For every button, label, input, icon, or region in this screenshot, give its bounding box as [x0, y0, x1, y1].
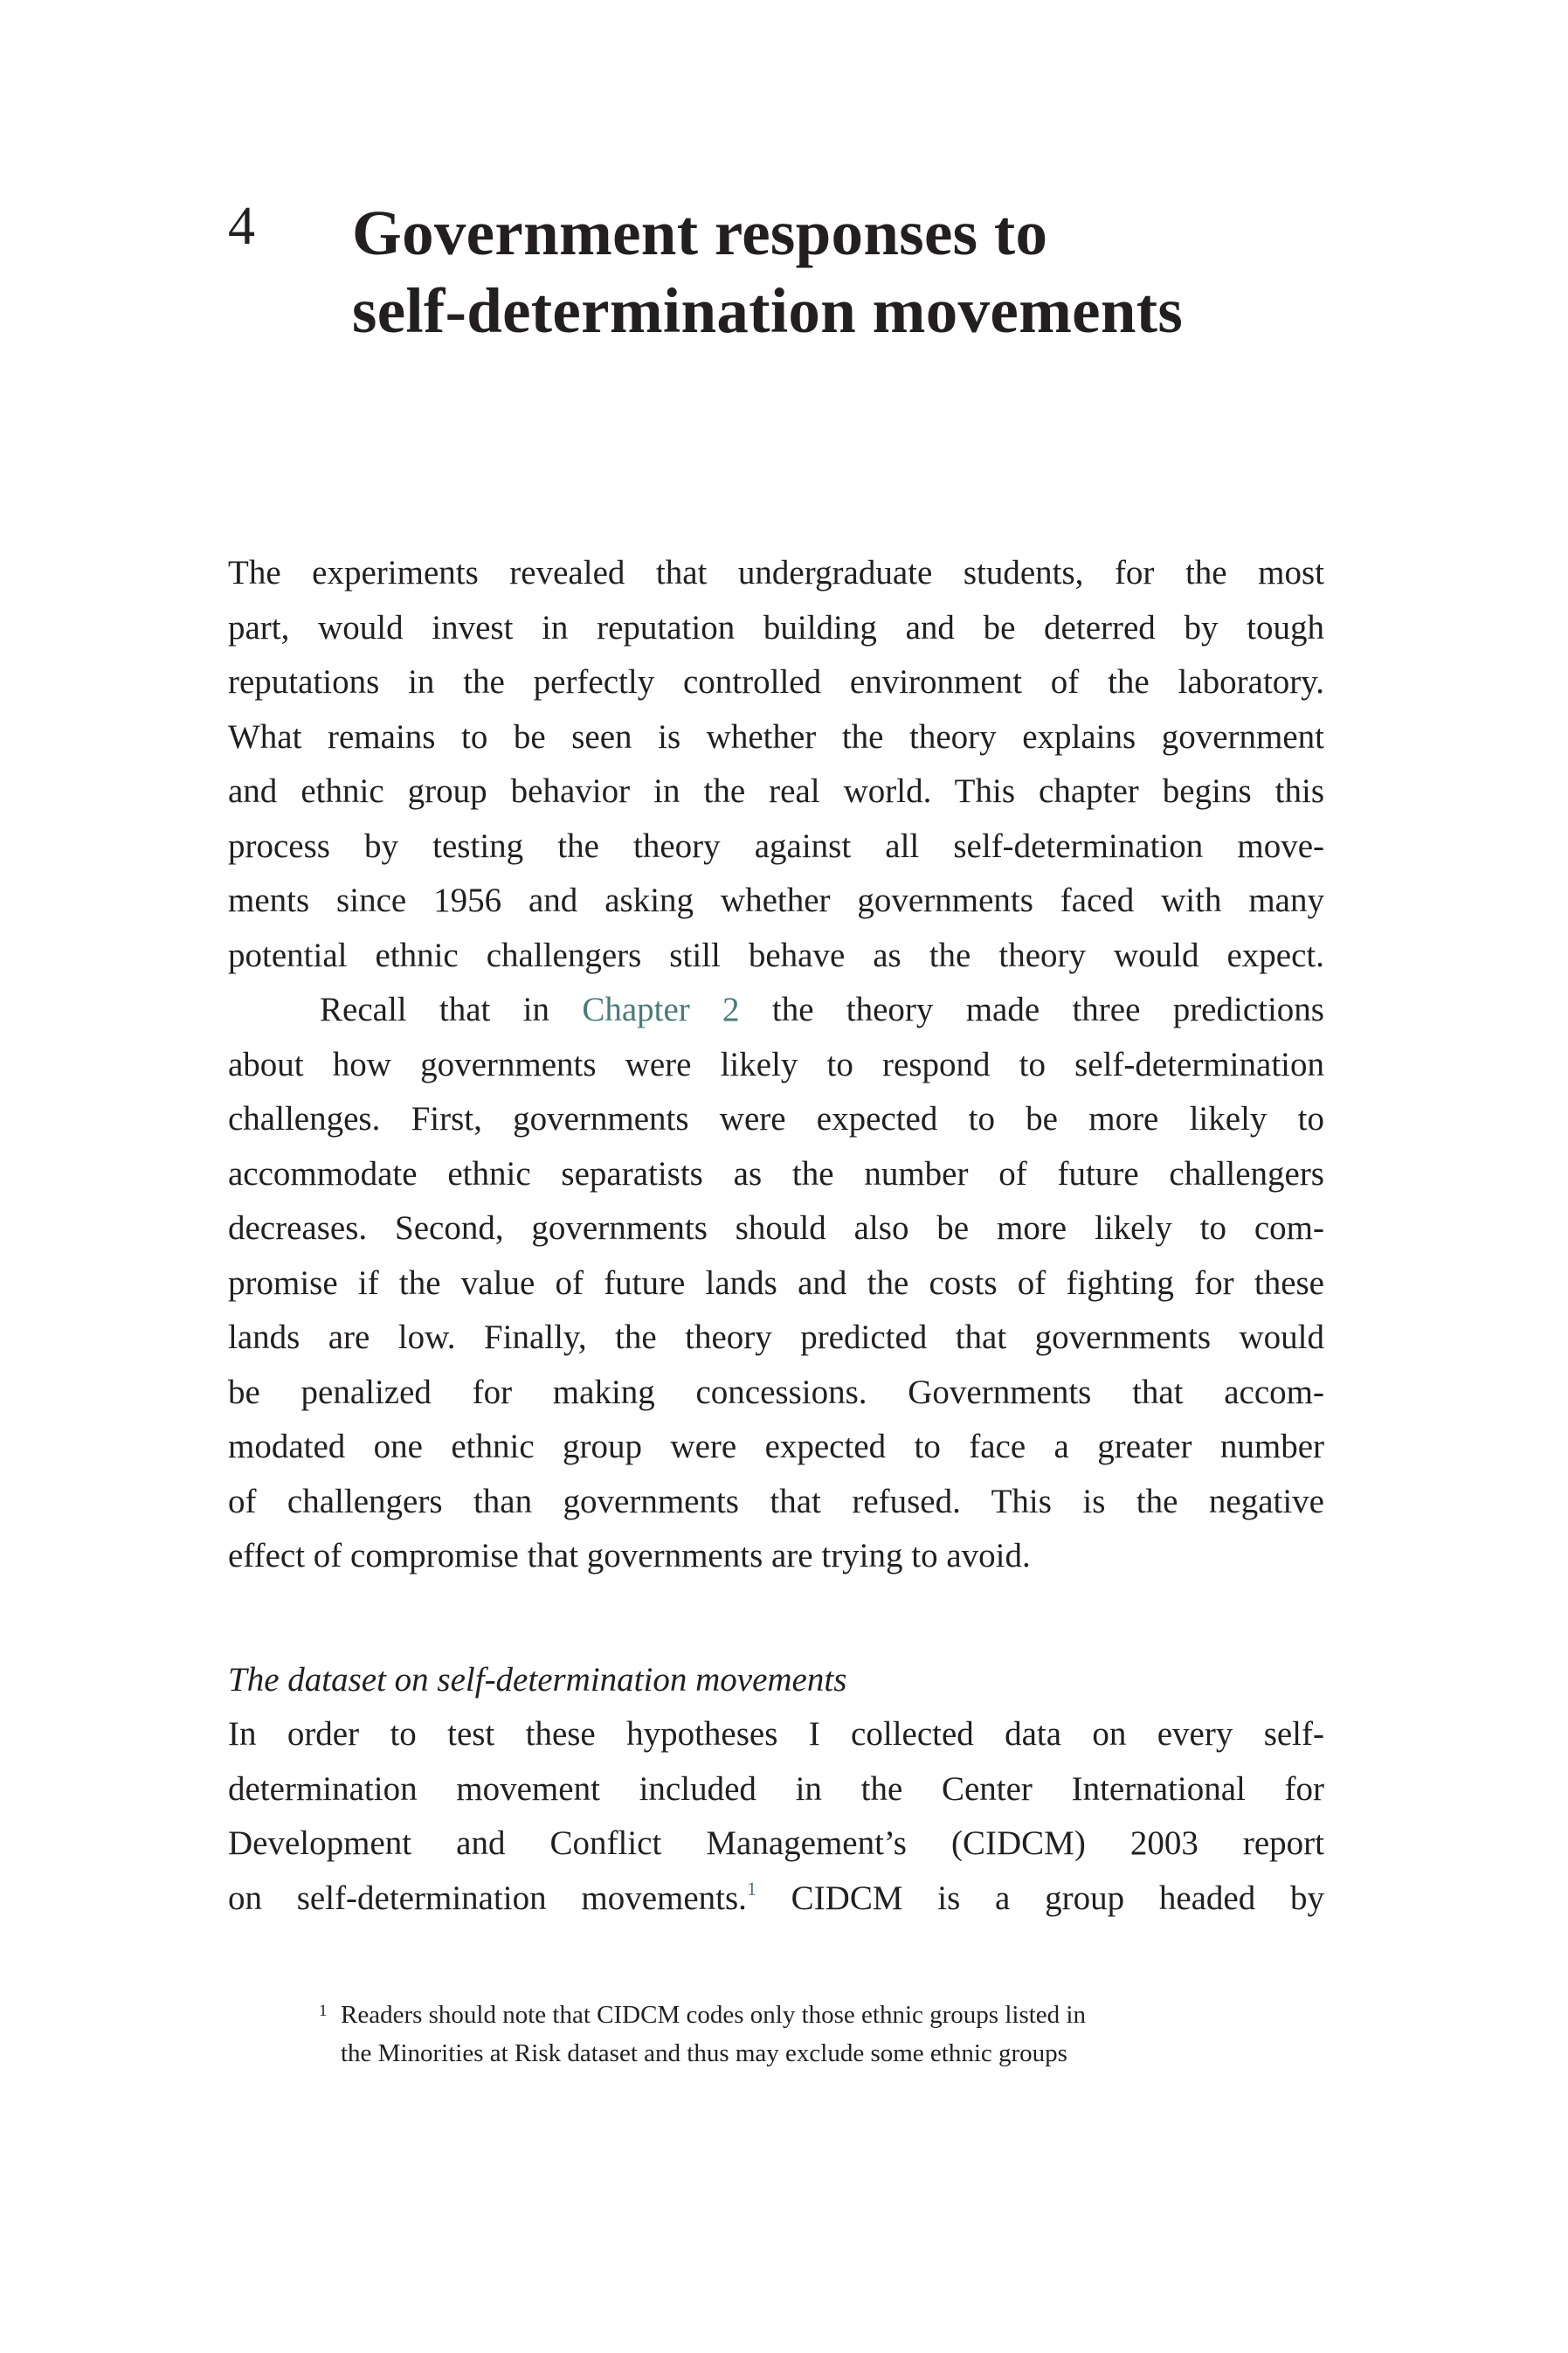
text-line: part, would invest in reputation building and be deterred by tough — [228, 608, 1324, 647]
text-line: about how governments were likely to respond to self-determination — [228, 1045, 1324, 1083]
text-line: potential ethnic challengers still behave as the theory would expect. — [228, 936, 1324, 974]
chapter-title-line: Government responses to — [352, 197, 1048, 268]
chapter-title-line: self-determination movements — [352, 275, 1184, 346]
text-line: reputations in the perfectly controlled environment of the laboratory. — [228, 663, 1324, 701]
text-fragment: on self-determination movements. — [228, 1879, 747, 1917]
footnote-text — [341, 1996, 1236, 2073]
text-line: promise if the value of future lands and the costs of fighting for these — [228, 1263, 1324, 1302]
section-heading: The dataset on self-determination movements — [228, 1661, 847, 1699]
text-line: lands are low. Finally, the theory predicted that governments would — [228, 1318, 1324, 1356]
text-fragment: CIDCM is a group headed by — [756, 1879, 1324, 1917]
text-line: accommodate ethnic separatists as the number of future challengers — [228, 1154, 1324, 1193]
footnote-line: the Minorities at Risk dataset and thus may exclude some ethnic groups — [341, 2039, 1067, 2067]
text-line: What remains to be seen is whether the theory explains government — [228, 717, 1324, 756]
footnote — [319, 1996, 1236, 2073]
chapter-number: 4 — [228, 197, 255, 256]
paragraph-1 — [228, 546, 1324, 983]
paragraph-3 — [228, 1707, 1324, 1926]
text-line: determination movement included in the Center International for — [228, 1769, 1324, 1808]
chapter-2-link[interactable]: Chapter 2 — [582, 991, 740, 1028]
text-line — [228, 983, 1324, 1038]
text-line: be penalized for making concessions. Governments that accom- — [228, 1373, 1324, 1411]
text-fragment: the theory made three predictions — [739, 991, 1324, 1028]
text-line — [228, 1872, 1324, 1927]
text-line: and ethnic group behavior in the real world. This chapter begins this — [228, 772, 1324, 810]
text-line: modated one ethnic group were expected to face a greater number — [228, 1428, 1324, 1465]
text-line: ments since 1956 and asking whether governments faced with many — [228, 882, 1324, 919]
paragraph-2 — [228, 983, 1324, 1584]
text-line: The experiments revealed that undergraduate students, for the most — [228, 554, 1324, 592]
text-line: In order to test these hypotheses I collected data on every self- — [228, 1715, 1324, 1753]
footnote-line: Readers should note that CIDCM codes only those ethnic groups listed in — [341, 2001, 1086, 2029]
chapter-title — [352, 194, 1435, 349]
text-line: process by testing the theory against all self-determination move- — [228, 827, 1324, 865]
text-line: decreases. Second, governments should also be more likely to com- — [228, 1209, 1324, 1247]
text-line: challenges. First, governments were expected to be more likely to — [228, 1100, 1324, 1138]
footnote-reference[interactable]: 1 — [746, 1877, 756, 1900]
text-line: of challengers than governments that refused. This is the negative — [228, 1482, 1324, 1520]
text-fragment: Recall that in — [320, 991, 583, 1028]
text-line: Development and Conflict Management’s (CIDCM) 2003 report — [228, 1824, 1324, 1862]
text-line: effect of compromise that governments are trying to avoid. — [228, 1537, 1031, 1574]
footnote-mark: 1 — [319, 2002, 328, 2020]
